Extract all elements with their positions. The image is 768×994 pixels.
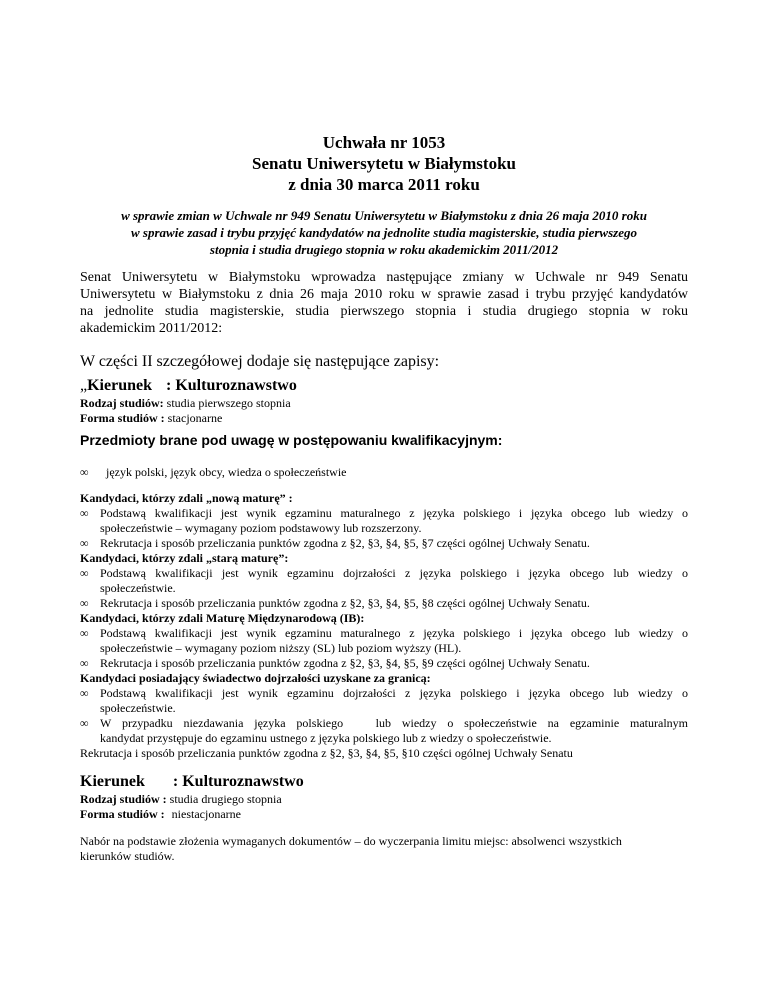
intro-line-1: Senat Uniwersytetu w Białymstoku wprowadza następujące zmiany w Uchwale nr 949 Senatu [80, 270, 688, 285]
group2-bullet-2-text: Rekrutacja i sposób przeliczania punktów zgodna z §2, §3, §4, §5, §8 części ogólnej Uchwały Senatu. [100, 596, 590, 610]
group4-bullet-1-text [100, 686, 688, 716]
group1-bullet-1-text [100, 506, 688, 536]
group2-bullet-1-text [100, 566, 688, 596]
group1-bullet-2-text: Rekrutacja i sposób przeliczania punktów zgodna z §2, §3, §4, §5, §7 części ogólnej Uchwały Senatu. [100, 536, 590, 550]
group4-footer: Rekrutacja i sposób przeliczania punktów zgodna z §2, §3, §4, §5, §10 części ogólnej Uchwały Senatu [80, 746, 573, 760]
bullet-icon: ∞ [80, 506, 89, 520]
text-line: Podstawą kwalifikacji jest wynik egzaminu dojrzałości z języka polskiego i języka obcego lub wiedzy o [100, 686, 688, 700]
bullet-icon: ∞ [80, 566, 89, 580]
text-line: społeczeństwie – wymagany poziom niższy (SL) lub poziom wyższy (HL). [100, 641, 462, 655]
resolution-date: z dnia 30 marca 2011 roku [288, 175, 480, 194]
rodzaj-label: Rodzaj studiów: [80, 396, 164, 410]
senate-name: Senatu Uniwersytetu w Białymstoku [252, 154, 516, 173]
text-line: Podstawą kwalifikacji jest wynik egzaminu maturalnego z języka polskiego i języka obcego lub wiedzy o [100, 626, 688, 640]
bullet-icon: ∞ [80, 536, 89, 550]
forma-value: stacjonarne [167, 411, 223, 425]
intro-line-2: Uniwersytetu w Białymstoku z dnia 26 maja 2010 roku w sprawie zasad i trybu przyjęć kandydatów [80, 287, 688, 302]
rodzaj-label: Rodzaj studiów : [80, 792, 167, 806]
section1-forma [80, 411, 222, 426]
section2-forma [80, 807, 241, 822]
intro-line-4: akademickim 2011/2012: [80, 321, 223, 336]
kierunek-label: Kierunek [87, 377, 152, 394]
group1-bullet-2 [80, 536, 688, 551]
group3-title: Kandydaci, którzy zdali Maturę Międzynarodową (IB): [80, 611, 365, 625]
text-line: Podstawą kwalifikacji jest wynik egzaminu dojrzałości z języka polskiego i języka obcego lub wiedzy o [100, 566, 688, 580]
kierunek-label: Kierunek [80, 773, 145, 790]
nabor-line-1: Nabór na podstawie złożenia wymaganych dokumentów – do wyczerpania limitu miejsc: absolwenci wszystkich [80, 834, 622, 848]
section2-kierunek [80, 772, 304, 792]
group2-title: Kandydaci, którzy zdali „starą maturę”: [80, 551, 289, 565]
group2-bullet-2 [80, 596, 688, 611]
bullet-icon: ∞ [80, 686, 89, 700]
group4-bullet-2-text [100, 716, 688, 746]
resolution-number: Uchwała nr 1053 [322, 133, 446, 152]
rodzaj-value: studia drugiego stopnia [169, 792, 282, 806]
text-line: kandydat przystępuje do egzaminu ustnego z języka polskiego lub z wiedzy o społeczeństwie. [100, 731, 552, 745]
group4-bullet-1 [80, 686, 688, 716]
forma-label: Forma studiów : [80, 807, 165, 821]
text-line: społeczeństwie – wymagany poziom podstawowy lub rozszerzony. [100, 521, 422, 535]
forma-value: niestacjonarne [171, 807, 241, 821]
group1-title: Kandydaci, którzy zdali „nową maturę” : [80, 491, 293, 505]
subtitle-line-3: stopnia i studia drugiego stopnia w roku akademickim 2011/2012 [209, 242, 559, 257]
kierunek-value: : Kulturoznawstwo [172, 773, 304, 790]
bullet-icon: ∞ [80, 626, 89, 640]
subjects-heading: Przedmioty brane pod uwagę w postępowaniu kwalifikacyjnym: [80, 432, 503, 448]
text-line: społeczeństwie. [100, 701, 176, 715]
bullet-icon: ∞ [80, 656, 89, 670]
subtitle-line-2: w sprawie zasad i trybu przyjęć kandydatów na jednolite studia magisterskie, studia pierwszego [131, 225, 637, 240]
section1-rodzaj [80, 396, 291, 411]
rodzaj-value: studia pierwszego stopnia [166, 396, 291, 410]
group1-bullet-1 [80, 506, 688, 536]
group4-title: Kandydaci posiadający świadectwo dojrzałości uzyskane za granicą: [80, 671, 431, 685]
group3-bullet-2 [80, 656, 688, 671]
kierunek-value: : Kulturoznawstwo [166, 377, 297, 394]
open-quote: „ [80, 377, 88, 394]
subjects-item-text: język polski, język obcy, wiedza o społeczeństwie [106, 465, 347, 479]
group4-bullet-2 [80, 716, 688, 746]
subtitle-line-1: w sprawie zmian w Uchwale nr 949 Senatu Uniwersytetu w Białymstoku z dnia 26 maja 2010 roku [121, 208, 647, 223]
section1-kierunek [80, 376, 297, 396]
text-line: społeczeństwie. [100, 581, 176, 595]
nabor-line-2: kierunków studiów. [80, 849, 175, 863]
bullet-icon: ∞ [80, 596, 89, 610]
section2-rodzaj [80, 792, 282, 807]
bullet-icon: ∞ [80, 465, 89, 479]
text-line: Podstawą kwalifikacji jest wynik egzaminu maturalnego z języka polskiego i języka obcego lub wiedzy o [100, 506, 688, 520]
group2-bullet-1 [80, 566, 688, 596]
forma-label: Forma studiów : [80, 411, 165, 425]
intro-line-3: na jednolite studia magisterskie, studia pierwszego stopnia i studia drugiego stopnia w roku [80, 304, 688, 319]
text-line: W przypadku niezdawania języka polskiego lub wiedzy o społeczeństwie na egzaminie maturalnym [100, 716, 688, 730]
group3-bullet-1 [80, 626, 688, 656]
intro-paragraph [80, 269, 688, 337]
subjects-list-item [80, 465, 688, 480]
group3-bullet-2-text: Rekrutacja i sposób przeliczania punktów zgodna z §2, §3, §4, §5, §9 części ogólnej Uchwały Senatu. [100, 656, 590, 670]
bullet-icon: ∞ [80, 716, 89, 730]
part-heading: W części II szczegółowej dodaje się następujące zapisy: [80, 353, 440, 370]
group3-bullet-1-text [100, 626, 688, 656]
